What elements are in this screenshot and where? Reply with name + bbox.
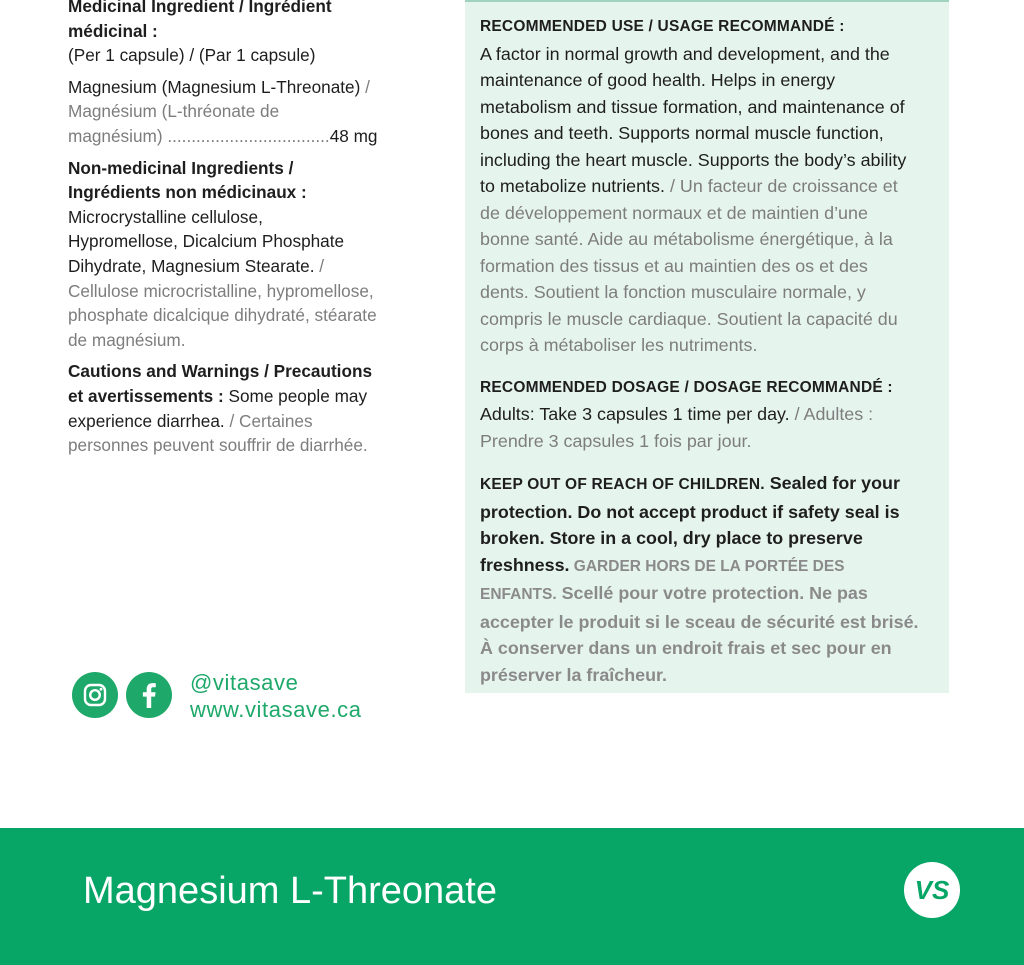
ingredients-column bbox=[68, 0, 398, 458]
ingredient-amount: 48 mg bbox=[329, 125, 378, 146]
social-handle[interactable]: @vitasave bbox=[190, 670, 299, 695]
warning-text: KEEP OUT OF REACH OF CHILDREN. Sealed for your protection. Do not accept product if safety seal is broken. Store in a cool, dry place to preserve freshness. GARDER HORS DE LA PORTÉE DES ENFANTS. Scellé pour votre protection. Ne pas accepter le produit si le sceau de sécurité est brisé. À conserver dans un endroit frais et sec pour en préserver la fraîcheur. bbox=[480, 473, 919, 685]
product-footer-band bbox=[0, 828, 1024, 965]
directions-panel bbox=[465, 0, 949, 693]
medicinal-heading: Medicinal Ingredient / Ingrédient médicinal : bbox=[68, 0, 332, 41]
recommended-dosage-heading: RECOMMENDED DOSAGE / DOSAGE RECOMMANDÉ : bbox=[480, 378, 893, 396]
nonmedicinal-heading: Non-medicinal Ingredients / Ingrédients non médicinaux : bbox=[68, 157, 307, 203]
cautions-section: Cautions and Warnings / Precautions et avertissements : Some people may experience diarrhea. / Certaines personnes peuvent souffrir de diarrhée. bbox=[68, 361, 373, 456]
recommended-use-heading: RECOMMENDED USE / USAGE RECOMMANDÉ : bbox=[480, 18, 845, 35]
facebook-icon[interactable] bbox=[126, 672, 172, 718]
per-capsule-note: (Per 1 capsule) / (Par 1 capsule) bbox=[68, 45, 316, 66]
website-link[interactable]: www.vitasave.ca bbox=[190, 697, 362, 722]
social-links bbox=[72, 672, 392, 722]
instagram-icon[interactable] bbox=[72, 672, 118, 718]
vitasave-logo: VS bbox=[904, 862, 960, 918]
warning-caps: KEEP OUT OF REACH OF CHILDREN. bbox=[480, 476, 765, 493]
recommended-use-text: A factor in normal growth and development, and the maintenance of good health. Helps in energy metabolism and tissue formation, and maintenance of bones and teeth. Supports normal muscle function, including the heart muscle. Supports the body’s ability to metabolize nutrients. / Un facteur de croissance et de développement normaux et de maintien d’une bonne santé. Aide au métabolisme énergétique, à la formation des tissus et au maintien des os et des dents. Soutient la fonction musculaire normale, y compris le muscle cardiaque. Soutient la capacité du corps à métaboliser les nutriments. bbox=[480, 43, 907, 355]
medicinal-ingredient: Magnesium (Magnesium L-Threonate) / Magnésium (L-thréonate de magnésium) ..................................48 mg bbox=[68, 76, 378, 146]
cautions-heading: Cautions and Warnings / Precautions bbox=[68, 361, 373, 382]
nonmedicinal-ingredients: Microcrystalline cellulose, Hypromellose, Dicalcium Phosphate Dihydrate, Magnesium Stearate. / Cellulose microcristalline, hypromellose, phosphate dicalcique dihydraté, stéarate de magnésium. bbox=[68, 206, 377, 350]
product-name: Magnesium L-Threonate bbox=[83, 870, 497, 912]
recommended-dosage-text: Adults: Take 3 capsules 1 time per day. / Adultes : Prendre 3 capsules 1 fois par jour. bbox=[480, 404, 874, 451]
